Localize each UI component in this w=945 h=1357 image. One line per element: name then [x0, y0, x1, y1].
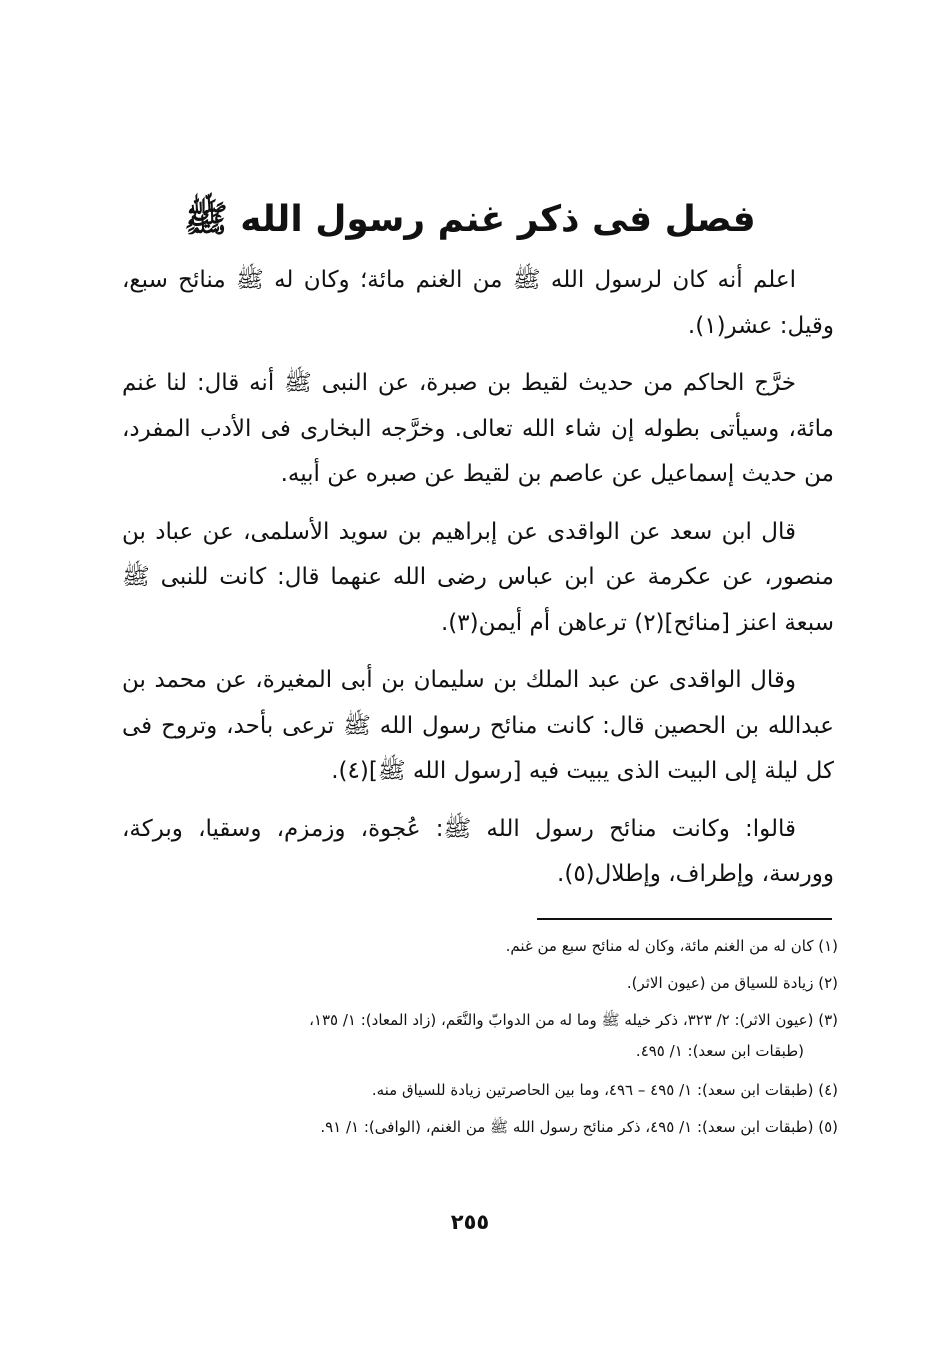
body-text: [122, 258, 834, 910]
page-title: فصل فى ذكر غنم رسول الله ﷺ: [184, 199, 756, 241]
page-number: ٢٥٥: [450, 1210, 490, 1234]
paragraph-2: خرَّج الحاكم من حديث لقيط بن صبرة، عن النبى ﷺ أنه قال: لنا غنم مائة، وسيأتى بطوله إن شاء الله تعالى. وخرَّجه البخارى فى الأدب المفرد، من حديث إسماعيل عن عاصم بن لقيط عن صبره عن أبيه.: [122, 370, 834, 487]
footnote-3-continuation: (طبقات ابن سعد): ١/ ٤٩٥.: [635, 1042, 804, 1060]
footnotes: [110, 930, 838, 1148]
paragraph-4: وقال الواقدى عن عبد الملك بن سليمان بن أبى المغيرة، عن محمد بن عبدالله بن الحصين قال: كانت منائح رسول الله ﷺ ترعى بأحد، وتروح فى كل ليلة إلى البيت الذى يبيت فيه [رسول الله ﷺ](٤).: [122, 667, 834, 784]
footnote-3: (٣) (عيون الاثر): ٢/ ٣٢٣، ذكر خيله ﷺ وما له من الدوابّ والنَّعَم، (زاد المعاد): ١/ ١٣٥،: [309, 1011, 838, 1029]
paragraph-3: قال ابن سعد عن الواقدى عن إبراهيم بن سويد الأسلمى، عن عباد بن منصور، عن عكرمة عن ابن عباس رضى الله عنهما قال: كانت للنبى ﷺ سبعة اعنز [منائح](٢) ترعاهن أم أيمن(٣).: [122, 518, 834, 636]
footnote-1: (١) كان له من الغنم مائة، وكان له منائح سبع من غنم.: [505, 937, 838, 955]
footnote-2: (٢) زيادة للسياق من (عيون الاثر).: [626, 974, 838, 992]
paragraph-1: اعلم أنه كان لرسول الله ﷺ من الغنم مائة؛ وكان له ﷺ منائح سبع، وقيل: عشر(١).: [122, 267, 834, 339]
footnote-4: (٤) (طبقات ابن سعد): ١/ ٤٩٥ – ٤٩٦، وما بين الحاصرتين زيادة للسياق منه.: [371, 1081, 838, 1099]
footnote-5: (٥) (طبقات ابن سعد): ١/ ٤٩٥، ذكر منائح رسول الله ﷺ من الغنم، (الوافى): ١/ ٩١.: [320, 1118, 838, 1136]
footnote-divider: [537, 918, 832, 920]
paragraph-5: قالوا: وكانت منائح رسول الله ﷺ: عُجوة، وزمزم، وسقيا، وبركة، وورسة، وإطراف، وإطلال(٥).: [122, 815, 834, 887]
